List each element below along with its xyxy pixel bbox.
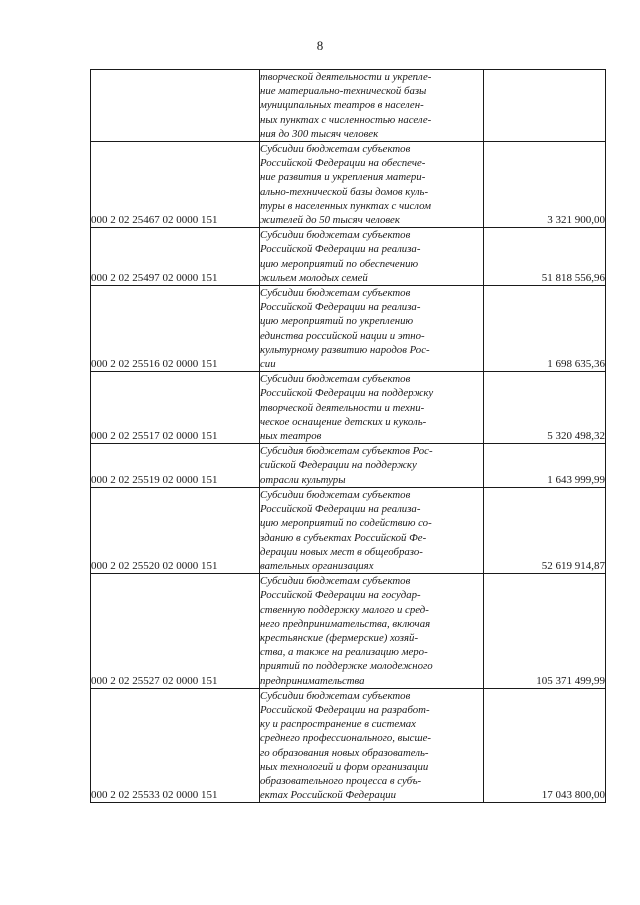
- page-number: 8: [316, 38, 324, 53]
- budget-classification-code: 000 2 02 25527 02 0000 151: [91, 574, 260, 689]
- amount-value: 17 043 800,00: [484, 688, 606, 803]
- description-line: ных театров: [260, 430, 322, 443]
- description-line: ных пунктах с численностью населе-: [260, 113, 432, 126]
- description-line: Субсидии бюджетам субъектов: [260, 287, 411, 300]
- description-line: Российской Федерации на реализа-: [260, 503, 421, 516]
- description-line: Субсидии бюджетам субъектов: [260, 229, 411, 242]
- description-line: единства российской нации и этно-: [260, 329, 425, 342]
- description-line: творческой деятельности и укрепле-: [260, 71, 432, 83]
- description-line: цию мероприятий по укреплению: [260, 315, 414, 328]
- table-row: [91, 444, 606, 488]
- description-line: туры в населенных пунктах с числом: [260, 199, 432, 212]
- budget-classification-code: 000 2 02 25519 02 0000 151: [91, 444, 260, 488]
- table-row: [91, 228, 606, 286]
- description-line: ально-технической базы домов куль-: [260, 185, 429, 198]
- amount-value: 3 321 900,00: [484, 142, 606, 228]
- table-row: [91, 286, 606, 372]
- description-line: приятий по поддержке молодежного: [260, 660, 433, 673]
- budget-classification-code: 000 2 02 25517 02 0000 151: [91, 372, 260, 444]
- description-line: дерации новых мест в общеобразо-: [260, 545, 423, 558]
- description-line: го образования новых образователь-: [260, 746, 429, 759]
- description-line: сийской Федерации на поддержку: [260, 459, 417, 472]
- amount-value: 51 818 556,96: [484, 228, 606, 286]
- description-line: ческое оснащение детских и куколь-: [260, 415, 427, 428]
- budget-classification-code: 000 2 02 25520 02 0000 151: [91, 487, 260, 573]
- description-line: Российской Федерации на поддержку: [260, 387, 434, 400]
- amount-value: 1 643 999,99: [484, 444, 606, 488]
- description-line: цию мероприятий по содействию со-: [260, 517, 432, 530]
- description-line: ных технологий и форм организации: [260, 760, 429, 773]
- description-line: отрасли культуры: [260, 473, 346, 486]
- description-line: Субсидии бюджетам субъектов: [260, 689, 411, 702]
- description-line: муниципальных театров в населен-: [260, 99, 424, 112]
- budget-classification-code: 000 2 02 25516 02 0000 151: [91, 286, 260, 372]
- description-line: среднего профессионального, высше-: [260, 732, 431, 745]
- amount-value: 52 619 914,87: [484, 487, 606, 573]
- description-line: культурному развитию народов Рос-: [260, 343, 430, 356]
- revenue-description: [260, 70, 484, 142]
- budget-table-body: [91, 70, 606, 803]
- revenue-description: [260, 688, 484, 803]
- description-line: него предпринимательства, включая: [260, 617, 431, 630]
- amount-value: [484, 70, 606, 142]
- description-line: ственную поддержку малого и сред-: [260, 603, 429, 616]
- description-line: творческой деятельности и техни-: [260, 401, 425, 414]
- description-line: образовательного процесса в субъ-: [260, 774, 422, 787]
- budget-table: [90, 69, 606, 803]
- budget-classification-code: [91, 70, 260, 142]
- description-line: Субсидия бюджетам субъектов Рос-: [260, 445, 433, 458]
- budget-classification-code: 000 2 02 25497 02 0000 151: [91, 228, 260, 286]
- revenue-description: [260, 228, 484, 286]
- description-line: Российской Федерации на реализа-: [260, 301, 421, 314]
- revenue-description: [260, 142, 484, 228]
- description-line: Субсидии бюджетам субъектов: [260, 373, 411, 386]
- table-row: [91, 574, 606, 689]
- table-row: [91, 372, 606, 444]
- description-line: ку и распространение в системах: [260, 718, 416, 731]
- amount-value: 5 320 498,32: [484, 372, 606, 444]
- description-line: вательных организациях: [260, 559, 374, 572]
- description-line: ектах Российской Федерации: [260, 789, 397, 802]
- description-line: Российской Федерации на государ-: [260, 589, 421, 602]
- description-line: ние материально-технической базы: [260, 85, 427, 98]
- budget-classification-code: 000 2 02 25467 02 0000 151: [91, 142, 260, 228]
- table-row: [91, 70, 606, 142]
- amount-value: 1 698 635,36: [484, 286, 606, 372]
- description-line: предпринимательства: [260, 674, 365, 687]
- description-line: зданию в субъектах Российской Фе-: [260, 531, 427, 544]
- description-line: Российской Федерации на разработ-: [260, 703, 430, 716]
- description-line: крестьянские (фермерские) хозяй-: [260, 631, 419, 644]
- amount-value: 105 371 499,99: [484, 574, 606, 689]
- description-line: цию мероприятий по обеспечению: [260, 257, 419, 270]
- description-line: Субсидии бюджетам субъектов: [260, 575, 411, 588]
- description-line: Субсидии бюджетам субъектов: [260, 143, 411, 156]
- table-row: [91, 142, 606, 228]
- revenue-description: [260, 487, 484, 573]
- description-line: жильем молодых семей: [260, 271, 368, 284]
- description-line: ния до 300 тысяч человек: [260, 127, 379, 140]
- revenue-description: [260, 286, 484, 372]
- table-row: [91, 688, 606, 803]
- revenue-description: [260, 574, 484, 689]
- revenue-description: [260, 444, 484, 488]
- description-line: жителей до 50 тысяч человек: [260, 214, 400, 227]
- description-line: сии: [260, 358, 276, 371]
- table-row: [91, 487, 606, 573]
- description-line: ства, а также на реализацию меро-: [260, 646, 428, 659]
- revenue-description: [260, 372, 484, 444]
- description-line: Российской Федерации на обеспече-: [260, 157, 426, 170]
- description-line: Российской Федерации на реализа-: [260, 243, 421, 256]
- description-line: ние развития и укрепления матери-: [260, 171, 426, 184]
- budget-classification-code: 000 2 02 25533 02 0000 151: [91, 688, 260, 803]
- description-line: Субсидии бюджетам субъектов: [260, 488, 411, 501]
